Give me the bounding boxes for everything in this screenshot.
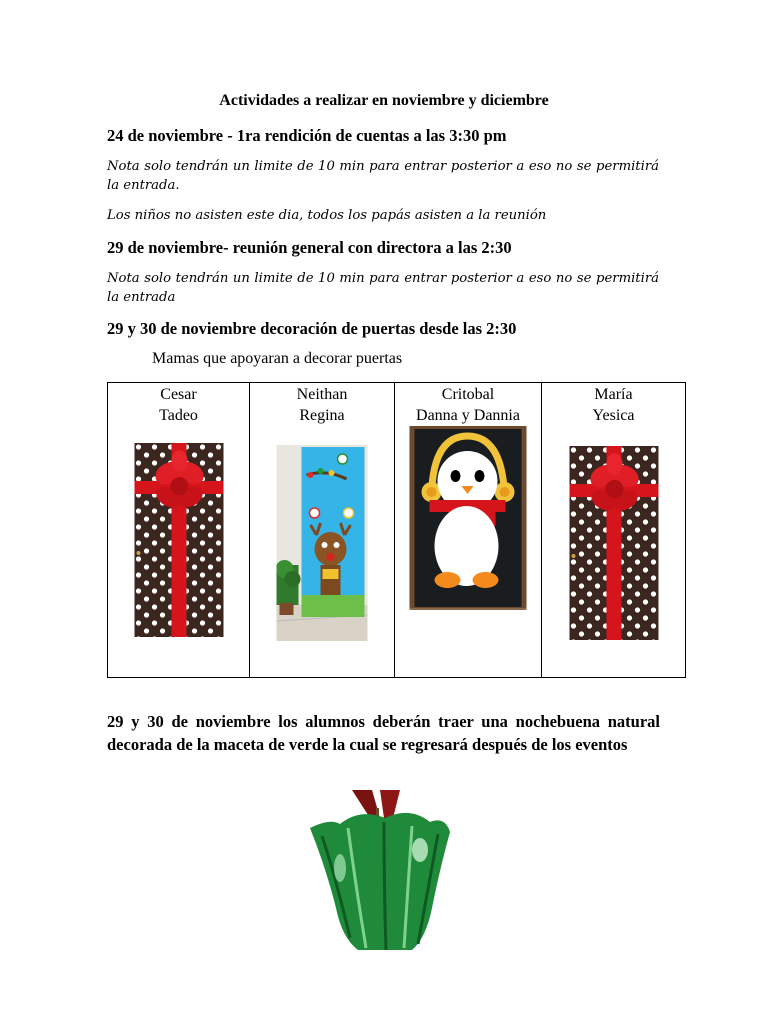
door-cell-2 (250, 383, 395, 678)
section-heading-1: 24 de noviembre - 1ra rendición de cuentas a las 3:30 pm (107, 126, 507, 145)
door-name-line: Regina (299, 407, 345, 424)
door-names-1 (108, 383, 249, 426)
poinsettia-pot-image (300, 788, 470, 958)
poinsettia-paragraph: 29 y 30 de noviembre los alumnos deberán traer una nochebuena natural decorada de la maceta de verde la cual se regresará después de los eventos (107, 712, 660, 754)
door-name-line: Neithan (296, 386, 348, 403)
page-title: Actividades a realizar en noviembre y diciembre (219, 92, 549, 109)
door-cell-1 (108, 383, 250, 678)
section-heading-2: 29 de noviembre- reunión general con directora a las 2:30 (107, 238, 512, 257)
penguin-door-image (410, 426, 527, 610)
gift-door-image (569, 446, 658, 640)
door-name-line: Danna y Dannia (416, 407, 520, 424)
door-name-line: Cesar (160, 386, 197, 403)
door-name-line: Yesica (592, 407, 635, 424)
doors-table (107, 382, 686, 678)
door-names-4 (542, 383, 685, 426)
door-name-line: María (594, 386, 633, 403)
section-heading-3: 29 y 30 de noviembre decoración de puertas desde las 2:30 (107, 319, 517, 338)
door-cell-4 (542, 383, 686, 678)
door-name-line: Critobal (441, 386, 495, 403)
note-2: Los niños no asisten este dia, todos los papás asisten a la reunión (107, 208, 547, 223)
note-1: Nota solo tendrán un limite de 10 min para entrar posterior a eso no se permitirá la entrada. (107, 159, 659, 193)
door-cell-3 (395, 383, 542, 678)
note-3: Nota solo tendrán un limite de 10 min para entrar posterior a eso no se permitirá la entrada (107, 271, 659, 305)
door-names-2 (250, 383, 394, 426)
reindeer-door-image (277, 445, 368, 641)
door-name-line: Tadeo (159, 407, 198, 424)
door-names-3 (395, 383, 541, 426)
gift-door-image (134, 443, 223, 637)
moms-subheading: Mamas que apoyaran a decorar puertas (152, 350, 403, 367)
